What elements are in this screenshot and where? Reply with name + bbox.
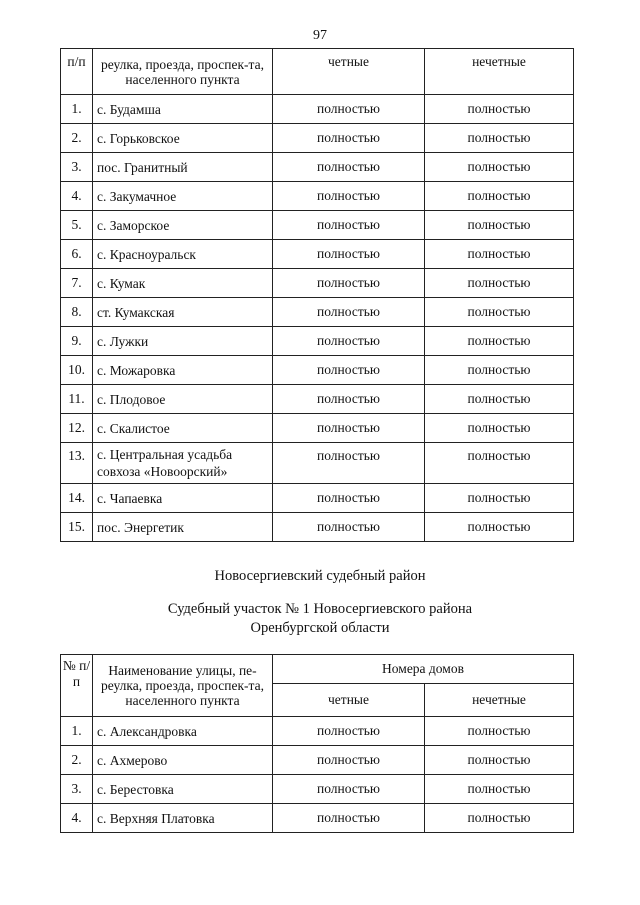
- row-name: с. Плодовое: [93, 385, 273, 414]
- row-odd: полностью: [425, 717, 574, 746]
- table-row: [61, 513, 574, 542]
- table-row: [61, 804, 574, 833]
- header-num: № п/п: [61, 655, 93, 717]
- row-even: полностью: [273, 211, 425, 240]
- courts-table-2: [60, 654, 574, 833]
- row-odd: полностью: [425, 414, 574, 443]
- table-row: [61, 327, 574, 356]
- row-even: полностью: [273, 356, 425, 385]
- row-even: полностью: [273, 746, 425, 775]
- row-number: 5.: [61, 211, 93, 240]
- row-number: 1.: [61, 95, 93, 124]
- header-odd: нечетные: [425, 684, 574, 717]
- row-name: ст. Кумакская: [93, 298, 273, 327]
- row-number: 15.: [61, 513, 93, 542]
- row-number: 10.: [61, 356, 93, 385]
- row-odd: полностью: [425, 124, 574, 153]
- row-number: 1.: [61, 717, 93, 746]
- row-odd: полностью: [425, 240, 574, 269]
- row-name: пос. Гранитный: [93, 153, 273, 182]
- table-row: [61, 124, 574, 153]
- header-name: Наименование улицы, пе-реулка, проезда, проспек-та, населенного пункта: [93, 655, 273, 717]
- header-name: реулка, проезда, проспек-та, населенного пункта: [93, 49, 273, 95]
- row-number: 6.: [61, 240, 93, 269]
- table-row: [61, 385, 574, 414]
- row-even: полностью: [273, 124, 425, 153]
- page-number: 97: [313, 28, 327, 43]
- district-title: Новосергиевский судебный район: [214, 568, 426, 584]
- row-odd: полностью: [425, 269, 574, 298]
- row-odd: полностью: [425, 443, 574, 484]
- table-row: [61, 153, 574, 182]
- row-even: полностью: [273, 717, 425, 746]
- row-name: с. Берестовка: [93, 775, 273, 804]
- row-odd: полностью: [425, 775, 574, 804]
- header-even: четные: [273, 684, 425, 717]
- row-name: пос. Энергетик: [93, 513, 273, 542]
- row-name: с. Чапаевка: [93, 484, 273, 513]
- row-name: с. Будамша: [93, 95, 273, 124]
- table-row: [61, 443, 574, 484]
- row-number: 12.: [61, 414, 93, 443]
- section-title-line1: Судебный участок № 1 Новосергиевского района: [167, 601, 473, 617]
- header-houses: Номера домов: [273, 655, 574, 684]
- row-name: с. Кумак: [93, 269, 273, 298]
- table-header-row: [61, 49, 574, 95]
- row-name: с. Красноуральск: [93, 240, 273, 269]
- row-number: 4.: [61, 804, 93, 833]
- row-odd: полностью: [425, 385, 574, 414]
- table-row: [61, 484, 574, 513]
- row-odd: полностью: [425, 356, 574, 385]
- row-odd: полностью: [425, 513, 574, 542]
- table-row: [61, 717, 574, 746]
- row-odd: полностью: [425, 182, 574, 211]
- table-row: [61, 414, 574, 443]
- row-even: полностью: [273, 95, 425, 124]
- row-even: полностью: [273, 513, 425, 542]
- row-even: полностью: [273, 182, 425, 211]
- row-even: полностью: [273, 414, 425, 443]
- row-even: полностью: [273, 298, 425, 327]
- row-name: с. Лужки: [93, 327, 273, 356]
- table-row: [61, 95, 574, 124]
- table-row: [61, 211, 574, 240]
- row-even: полностью: [273, 327, 425, 356]
- table-row: [61, 182, 574, 211]
- header-even: четные: [273, 49, 425, 95]
- row-number: 8.: [61, 298, 93, 327]
- row-number: 4.: [61, 182, 93, 211]
- row-number: 3.: [61, 153, 93, 182]
- header-odd: нечетные: [425, 49, 574, 95]
- table-header-row: [61, 655, 574, 684]
- table-row: [61, 746, 574, 775]
- row-number: 9.: [61, 327, 93, 356]
- row-number: 11.: [61, 385, 93, 414]
- row-name: с. Горьковское: [93, 124, 273, 153]
- row-odd: полностью: [425, 327, 574, 356]
- table-row: [61, 240, 574, 269]
- table-row: [61, 298, 574, 327]
- row-name: с. Верхняя Платовка: [93, 804, 273, 833]
- row-number: 2.: [61, 124, 93, 153]
- row-name: с. Можаровка: [93, 356, 273, 385]
- row-even: полностью: [273, 269, 425, 298]
- row-odd: полностью: [425, 95, 574, 124]
- row-odd: полностью: [425, 298, 574, 327]
- row-number: 14.: [61, 484, 93, 513]
- courts-table-1: [60, 48, 574, 542]
- row-name: с. Скалистое: [93, 414, 273, 443]
- table-row: [61, 356, 574, 385]
- section-title-line2: Оренбургской области: [250, 620, 390, 636]
- row-odd: полностью: [425, 804, 574, 833]
- row-name: с. Заморское: [93, 211, 273, 240]
- row-odd: полностью: [425, 484, 574, 513]
- table-row: [61, 775, 574, 804]
- row-even: полностью: [273, 240, 425, 269]
- row-odd: полностью: [425, 746, 574, 775]
- row-number: 13.: [61, 443, 93, 484]
- row-even: полностью: [273, 153, 425, 182]
- row-name: с. Закумачное: [93, 182, 273, 211]
- row-number: 2.: [61, 746, 93, 775]
- row-even: полностью: [273, 443, 425, 484]
- header-num: п/п: [61, 49, 93, 95]
- table-row: [61, 269, 574, 298]
- row-number: 7.: [61, 269, 93, 298]
- row-name: с. Центральная усадьба совхоза «Новоорский»: [93, 443, 273, 484]
- row-odd: полностью: [425, 211, 574, 240]
- row-even: полностью: [273, 484, 425, 513]
- row-even: полностью: [273, 385, 425, 414]
- row-name: с. Александровка: [93, 717, 273, 746]
- row-name: с. Ахмерово: [93, 746, 273, 775]
- row-odd: полностью: [425, 153, 574, 182]
- row-even: полностью: [273, 804, 425, 833]
- row-even: полностью: [273, 775, 425, 804]
- row-number: 3.: [61, 775, 93, 804]
